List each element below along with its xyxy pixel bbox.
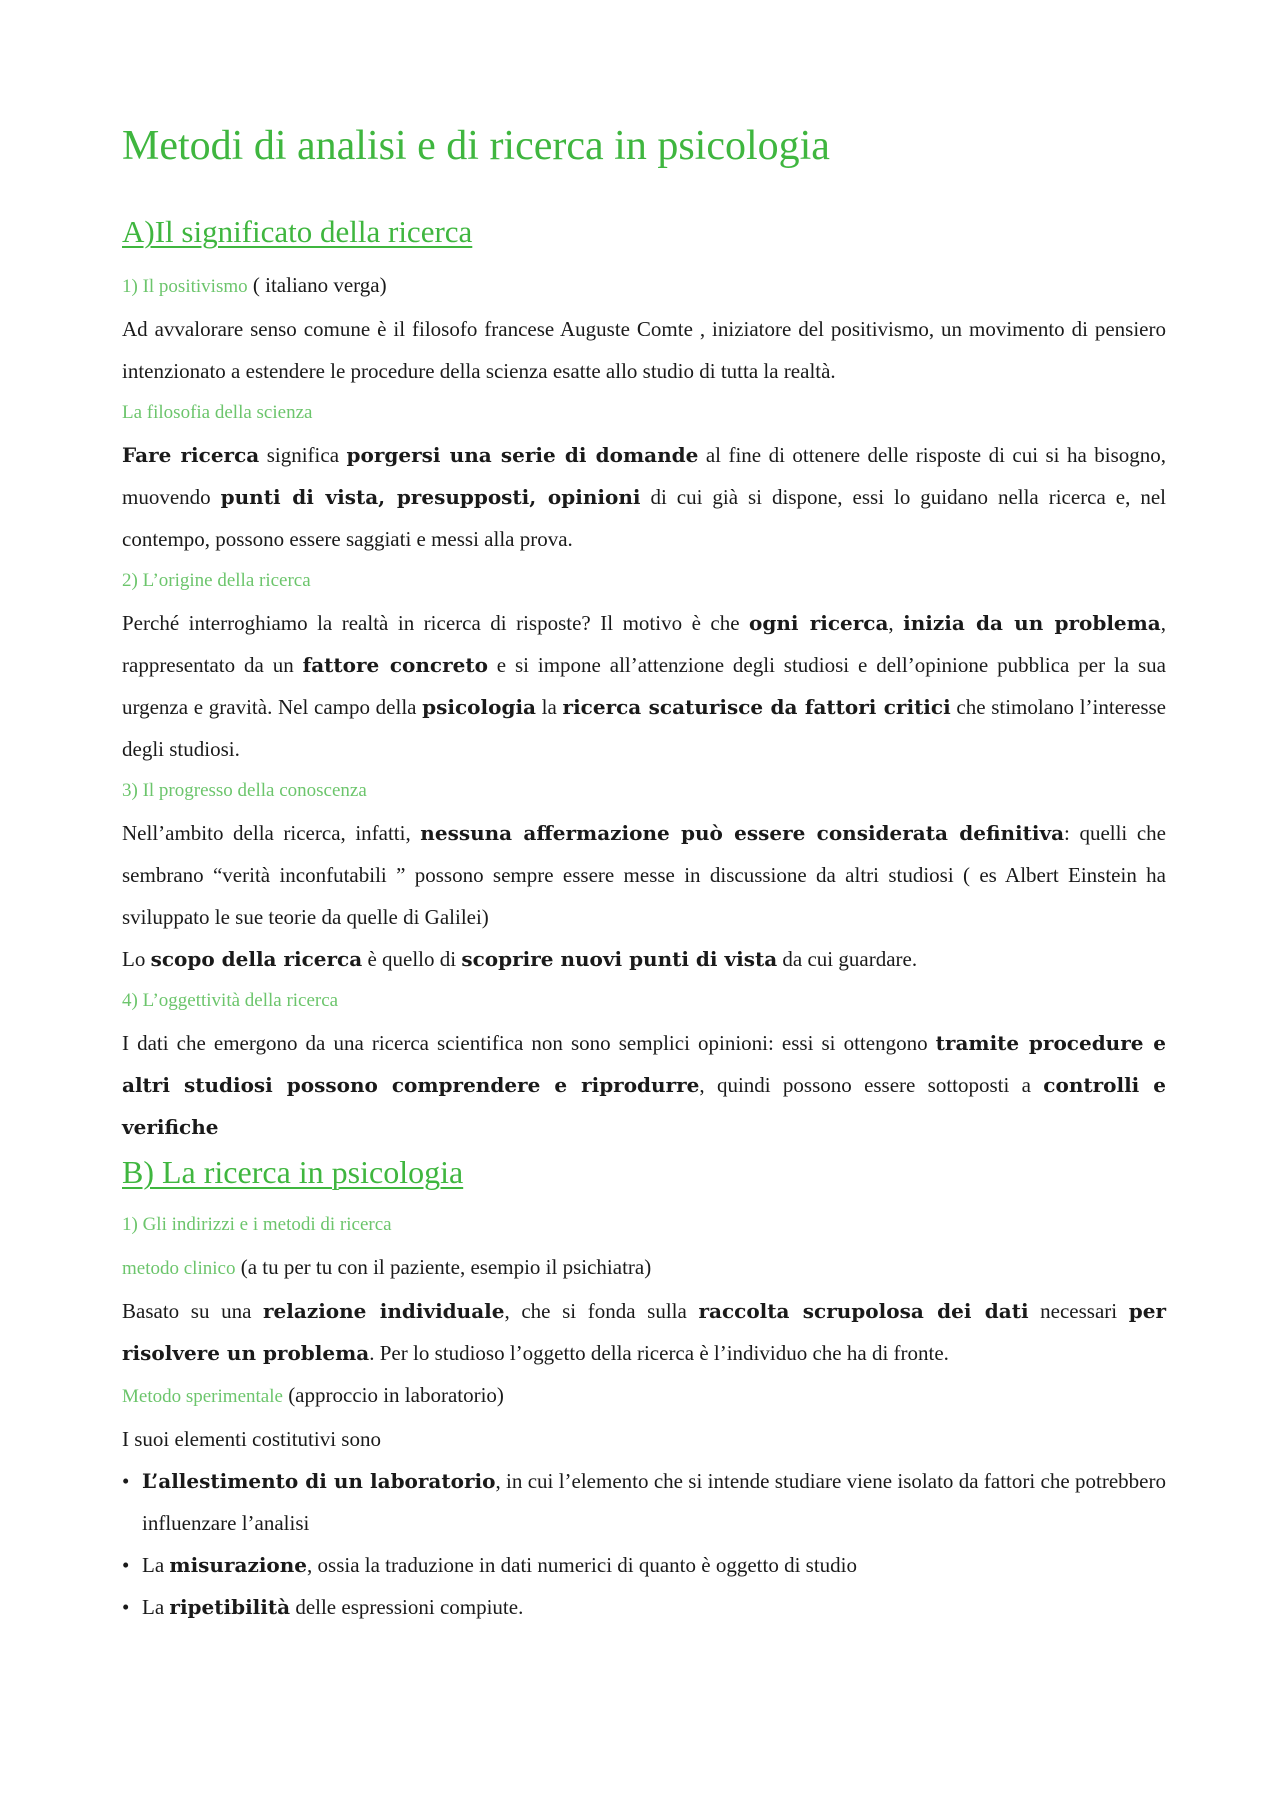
document-page [122,118,1166,1628]
origine-subheading: 2) L’origine della ricerca [122,570,311,591]
positivismo-subheading [122,264,1166,308]
oggettivita-paragraph: I dati che emergono da una ricerca scientifica non sono semplici opinioni: essi si ottengono tramite procedure e altri studiosi possono comprendere e riprodurre, quindi possono essere sottoposti a controlli e verifiche [122,1031,1167,1139]
sperimentale-label: Metodo sperimentale [122,1386,283,1407]
elements-list [122,1460,1166,1628]
positivismo-label: 1) Il positivismo [122,276,248,297]
section-a-heading: A)Il significato della ricerca [122,214,473,249]
list-item: • La ripetibilità delle espressioni compiute. [122,1586,1166,1628]
filosofia-paragraph: Fare ricerca significa porgersi una serie di domande al fine di ottenere delle risposte di cui si ha bisogno, muovendo punti di vista, presupposti, opinioni di cui già si dispone, essi lo guidano nella ricerca e, nel contempo, possono essere saggiati e messi alla prova. [122,443,1167,551]
scopo-paragraph: Lo scopo della ricerca è quello di scoprire nuovi punti di vista da cui guardare. [122,947,918,971]
sperimentale-subheading [122,1374,1166,1418]
sperimentale-intro: I suoi elementi costitutivi sono [122,1427,381,1451]
sperimentale-note: (approccio in laboratorio) [282,1383,504,1407]
origine-paragraph: Perché interroghiamo la realtà in ricerca di risposte? Il motivo è che ogni ricerca, inizia da un problema, rappresentato da un fattore concreto e si impone all’attenzione degli studiosi e dell’opinione pubblica per la sua urgenza e gravità. Nel campo della psicologia la ricerca scaturisce da fattori critici che stimolano l’interesse degli studiosi. [122,611,1167,761]
section-b-heading: B) La ricerca in psicologia [122,1154,464,1190]
clinico-paragraph: Basato su una relazione individuale, che si fonda sulla raccolta scrupolosa dei dati necessari per risolvere un problema. Per lo studioso l’oggetto della ricerca è l’individuo che ha di fronte. [122,1299,1166,1365]
progresso-paragraph: Nell’ambito della ricerca, infatti, nessuna affermazione può essere considerata definitiva: quelli che sembrano “verità inconfutabili ” possono sempre essere messe in discussione da altri studiosi ( es Albert Einstein ha sviluppato le sue teorie da quelle di Galilei) [122,821,1166,929]
progresso-subheading: 3) Il progresso della conoscenza [122,780,367,801]
indirizzi-subheading: 1) Gli indirizzi e i metodi di ricerca [122,1214,392,1235]
list-item: • L’allestimento di un laboratorio, in cui l’elemento che si intende studiare viene isolato da fattori che potrebbero influenzare l’analisi [122,1460,1166,1544]
positivismo-paragraph: Ad avvalorare senso comune è il filosofo francese Auguste Comte , iniziatore del positivismo, un movimento di pensiero intenzionato a estendere le procedure della scienza esatte allo studio di tutta la realtà. [122,317,1166,383]
clinico-label: metodo clinico [122,1258,236,1279]
page-title: Metodi di analisi e di ricerca in psicologia [122,123,830,169]
list-item: • La misurazione, ossia la traduzione in dati numerici di quanto è oggetto di studio [122,1544,1166,1586]
oggettivita-subheading: 4) L’oggettività della ricerca [122,990,339,1011]
filosofia-subheading: La filosofia della scienza [122,402,313,423]
positivismo-note: ( italiano verga) [247,273,387,297]
clinico-note: (a tu per tu con il paziente, esempio il psichiatra) [235,1255,652,1279]
clinico-subheading [122,1246,1166,1290]
